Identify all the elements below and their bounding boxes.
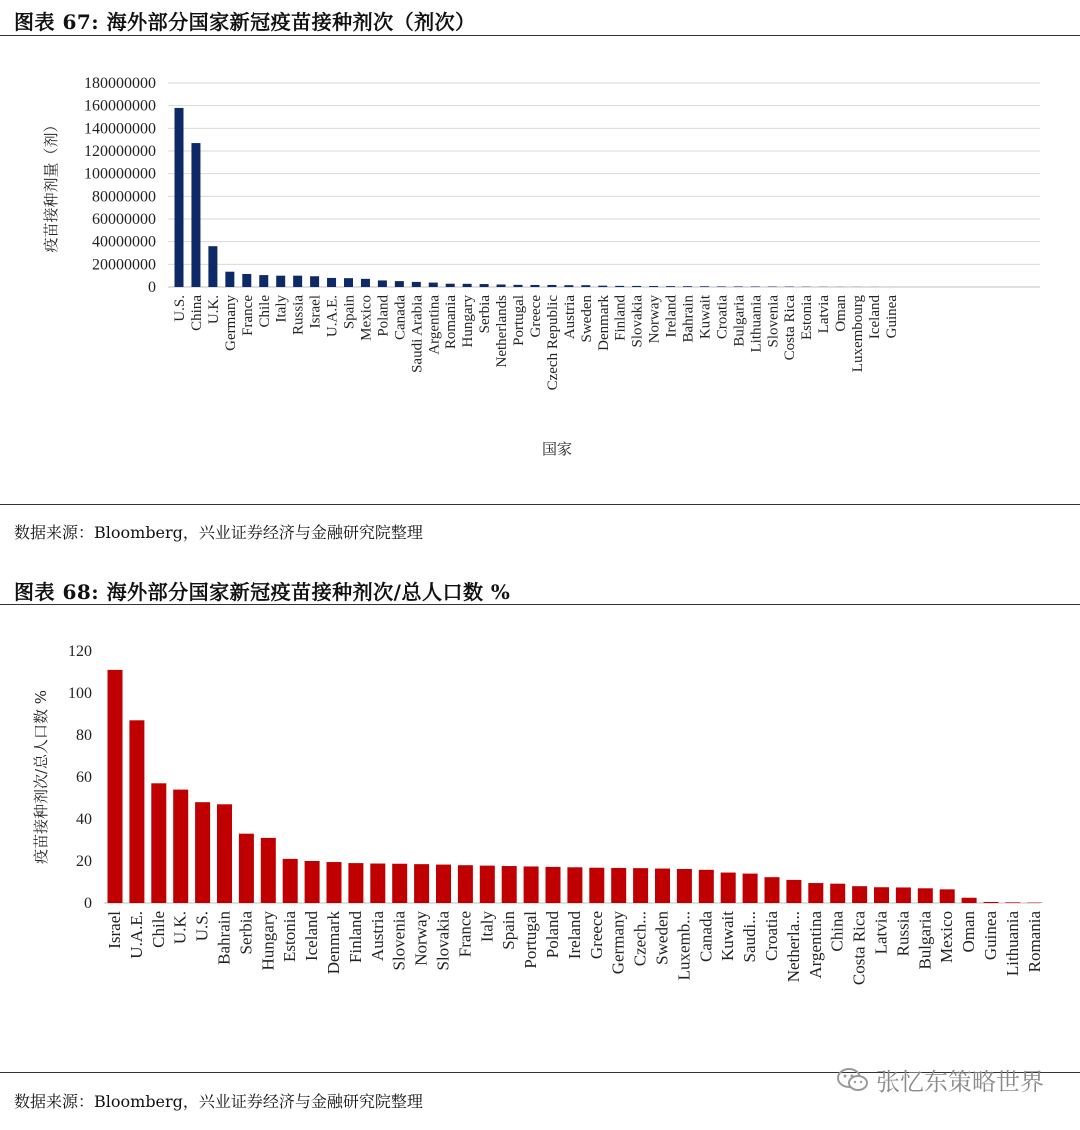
- x-tick-label: Portugal: [511, 295, 527, 346]
- bar: [962, 898, 977, 903]
- bar: [514, 285, 523, 287]
- y-tick-label: 120: [68, 643, 92, 660]
- x-tick-label: France: [455, 911, 475, 958]
- bar: [480, 284, 489, 287]
- x-tick-label: Bulgaria: [915, 911, 935, 970]
- bar: [567, 867, 582, 903]
- bar: [414, 864, 429, 903]
- bar: [547, 285, 556, 287]
- bar: [446, 284, 455, 287]
- x-tick-label: Costa Rica: [849, 911, 869, 986]
- x-tick-label: Czech Republic: [544, 295, 561, 391]
- bar: [175, 108, 184, 287]
- x-tick-label: Argentina: [426, 295, 443, 355]
- x-tick-label: Austria: [367, 911, 387, 962]
- bar: [217, 804, 232, 903]
- x-tick-label: Slovakia: [433, 911, 453, 971]
- figure-67-bottom-rule: [0, 504, 1080, 505]
- x-tick-label: Slovakia: [629, 295, 646, 348]
- x-tick-label: Iceland: [866, 295, 883, 340]
- x-tick-label: Sweden: [652, 911, 672, 965]
- bar: [683, 286, 692, 287]
- bar: [378, 280, 387, 287]
- bar: [649, 286, 658, 287]
- bar: [830, 884, 845, 903]
- bar: [564, 285, 573, 287]
- x-tick-label: Netherla...: [783, 911, 803, 983]
- bar: [918, 888, 933, 903]
- bar: [700, 286, 709, 287]
- x-tick-label: Romania: [443, 295, 460, 350]
- x-tick-label: Poland: [375, 295, 392, 337]
- bar: [721, 873, 736, 903]
- wechat-icon: [836, 1067, 870, 1093]
- bar: [874, 887, 889, 903]
- x-tick-label: U.K.: [205, 295, 222, 325]
- x-tick-label: Finland: [345, 911, 365, 963]
- bar: [412, 282, 421, 287]
- x-tick-label: Czech...: [630, 911, 650, 967]
- bar: [633, 868, 648, 903]
- y-axis-label: 疫苗接种剂次/总人口数 %: [32, 689, 50, 865]
- x-tick-label: Hungary: [460, 295, 477, 348]
- bar: [530, 285, 539, 287]
- bar: [458, 865, 473, 903]
- y-tick-label: 140000000: [84, 120, 156, 138]
- x-tick-label: U.S.: [192, 911, 212, 942]
- bar: [191, 143, 200, 287]
- x-tick-label: Guinea: [883, 295, 900, 339]
- x-tick-label: Denmark: [595, 295, 612, 351]
- x-tick-label: Latvia: [871, 911, 891, 955]
- x-tick-label: Mexico: [937, 911, 957, 963]
- x-tick-label: Latvia: [816, 295, 833, 334]
- bar: [598, 286, 607, 287]
- bar: [896, 887, 911, 903]
- x-tick-label: Lithuania: [1002, 911, 1022, 977]
- bar: [581, 285, 590, 287]
- x-tick-label: Kuwait: [718, 911, 738, 962]
- x-tick-label: Chile: [256, 295, 273, 328]
- x-tick-label: Israel: [105, 911, 124, 949]
- bar: [940, 889, 955, 903]
- bar: [589, 868, 604, 903]
- bar: [239, 834, 254, 903]
- x-tick-label: Croatia: [714, 295, 731, 340]
- x-tick-label: Lithuania: [748, 295, 765, 353]
- bar: [677, 869, 692, 903]
- x-tick-label: Slovenia: [765, 295, 782, 348]
- y-tick-label: 40: [76, 811, 92, 828]
- bar: [436, 865, 451, 903]
- bar: [480, 866, 495, 903]
- bar: [786, 880, 801, 903]
- x-tick-label: Saudi Arabia: [409, 295, 426, 373]
- bar: [261, 838, 276, 903]
- x-tick-label: Sweden: [578, 295, 595, 343]
- bar: [984, 902, 999, 903]
- x-tick-label: Iceland: [302, 911, 322, 962]
- x-tick-label: China: [827, 911, 847, 952]
- x-tick-label: Guinea: [981, 911, 1000, 961]
- y-axis-label: 疫苗接种剂量（剂）: [42, 117, 60, 253]
- y-tick-label: 20000000: [92, 256, 156, 274]
- bar: [327, 862, 342, 903]
- y-tick-label: 120000000: [84, 143, 156, 160]
- y-tick-label: 40000000: [92, 233, 156, 251]
- bar: [327, 278, 336, 287]
- x-tick-label: Bulgaria: [731, 295, 748, 347]
- x-tick-label: Finland: [612, 295, 629, 341]
- x-tick-label: Chile: [148, 911, 168, 948]
- bar: [225, 272, 234, 287]
- x-tick-label: Oman: [833, 295, 850, 332]
- bar: [108, 670, 123, 903]
- x-tick-label: Spain: [341, 295, 358, 330]
- x-tick-label: Croatia: [762, 911, 781, 962]
- y-tick-label: 100: [68, 685, 92, 702]
- bar: [734, 286, 743, 287]
- x-tick-label: Austria: [561, 295, 578, 340]
- x-tick-label: Greece: [586, 911, 606, 960]
- bar: [348, 863, 363, 903]
- x-tick-label: Italy: [273, 295, 290, 323]
- figure-68-source: 数据来源：Bloomberg，兴业证券经济与金融研究院整理: [14, 1092, 423, 1111]
- chart-68: [0, 610, 1080, 1070]
- x-tick-label: Luxembourg: [850, 295, 866, 373]
- x-tick-label: Serbia: [236, 911, 256, 955]
- x-tick-label: Mexico: [358, 295, 375, 341]
- x-tick-label: Ireland: [663, 295, 680, 338]
- x-tick-label: Ireland: [564, 911, 584, 960]
- y-tick-label: 80000000: [92, 188, 156, 206]
- x-tick-label: Canada: [392, 295, 409, 340]
- y-tick-label: 160000000: [84, 97, 156, 115]
- bar: [666, 286, 675, 287]
- x-tick-label: Romania: [1024, 911, 1044, 973]
- x-tick-label: Portugal: [521, 911, 541, 969]
- bar: [151, 783, 166, 903]
- figure-67-source: 数据来源：Bloomberg，兴业证券经济与金融研究院整理: [14, 523, 423, 542]
- x-tick-label: Saudi...: [740, 911, 760, 963]
- x-tick-label: Serbia: [477, 295, 494, 334]
- bar: [655, 869, 670, 903]
- x-tick-label: U.K.: [170, 911, 190, 945]
- bar: [195, 802, 210, 903]
- bar: [502, 866, 517, 903]
- bar: [852, 886, 867, 903]
- x-tick-label: Norway: [411, 911, 431, 966]
- x-tick-label: Norway: [646, 295, 663, 344]
- x-tick-label: Estonia: [280, 911, 300, 962]
- y-tick-label: 20: [76, 853, 92, 870]
- bar: [524, 866, 539, 903]
- x-tick-label: China: [188, 295, 205, 331]
- x-tick-label: Denmark: [324, 911, 343, 975]
- bar: [276, 276, 285, 287]
- figure-68-top-rule: [0, 604, 1080, 605]
- bar: [242, 274, 251, 287]
- figure-67-top-rule: [0, 35, 1080, 36]
- bar: [293, 276, 302, 287]
- bar: [310, 276, 319, 287]
- x-tick-label: Costa Rica: [782, 295, 799, 361]
- x-tick-label: Germany: [608, 911, 628, 975]
- x-tick-label: U.A.E.: [126, 911, 146, 959]
- bar: [463, 284, 472, 287]
- watermark-text: 张忆东策略世界: [876, 1068, 1044, 1096]
- bar: [370, 864, 385, 903]
- bar: [751, 286, 760, 287]
- bar: [632, 286, 641, 287]
- bar: [717, 286, 726, 287]
- x-tick-label: Kuwait: [697, 295, 714, 340]
- bar: [259, 275, 268, 287]
- x-axis-label: 国家: [541, 440, 573, 458]
- x-tick-label: Greece: [527, 295, 544, 338]
- watermark: [836, 1062, 1044, 1097]
- x-tick-label: Poland: [543, 911, 562, 959]
- x-tick-label: Slovenia: [389, 911, 409, 971]
- bar: [765, 877, 780, 903]
- y-tick-label: 80: [76, 727, 92, 744]
- x-tick-label: Argentina: [805, 911, 825, 979]
- y-tick-label: 180000000: [84, 75, 156, 92]
- bar: [429, 283, 438, 287]
- bar: [497, 285, 506, 287]
- x-tick-label: Russia: [893, 911, 913, 957]
- x-tick-label: Oman: [959, 911, 979, 953]
- x-tick-label: Germany: [222, 295, 239, 351]
- bar: [173, 790, 188, 903]
- bar: [1005, 902, 1020, 903]
- x-tick-label: Bahrain: [680, 295, 697, 343]
- y-tick-label: 0: [148, 279, 156, 296]
- chart-67: [0, 40, 1080, 510]
- bar: [305, 861, 320, 903]
- bar: [546, 867, 561, 903]
- x-tick-label: U.S.: [172, 295, 188, 322]
- x-tick-label: Israel: [307, 295, 324, 329]
- bar: [283, 859, 298, 903]
- y-tick-label: 0: [84, 895, 92, 912]
- x-tick-label: Russia: [290, 295, 307, 336]
- x-tick-label: Netherlands: [494, 295, 511, 368]
- bar: [743, 874, 758, 903]
- bar: [361, 279, 370, 287]
- x-tick-label: Italy: [477, 911, 497, 943]
- bar: [395, 281, 404, 287]
- bar: [699, 870, 714, 903]
- bar: [615, 286, 624, 287]
- x-tick-label: Bahrain: [214, 911, 234, 965]
- bar: [808, 883, 823, 903]
- figure-68-title: 图表 68: 海外部分国家新冠疫苗接种剂次/总人口数 %: [14, 580, 511, 604]
- y-tick-label: 60: [76, 769, 92, 786]
- x-tick-label: Hungary: [258, 911, 278, 971]
- x-tick-label: Spain: [499, 911, 519, 950]
- y-tick-label: 60000000: [92, 211, 156, 228]
- bar: [344, 278, 353, 287]
- x-tick-label: Estonia: [799, 295, 816, 340]
- x-tick-label: Luxemb...: [674, 911, 694, 981]
- bar: [611, 868, 626, 903]
- bar: [208, 246, 217, 287]
- x-tick-label: Canada: [696, 911, 716, 962]
- bar: [129, 720, 144, 903]
- x-tick-label: U.A.E.: [324, 295, 341, 338]
- y-tick-label: 100000000: [84, 165, 156, 183]
- bar: [392, 864, 407, 903]
- x-tick-label: France: [239, 295, 256, 336]
- figure-67-title: 图表 67: 海外部分国家新冠疫苗接种剂次（剂次）: [14, 10, 476, 34]
